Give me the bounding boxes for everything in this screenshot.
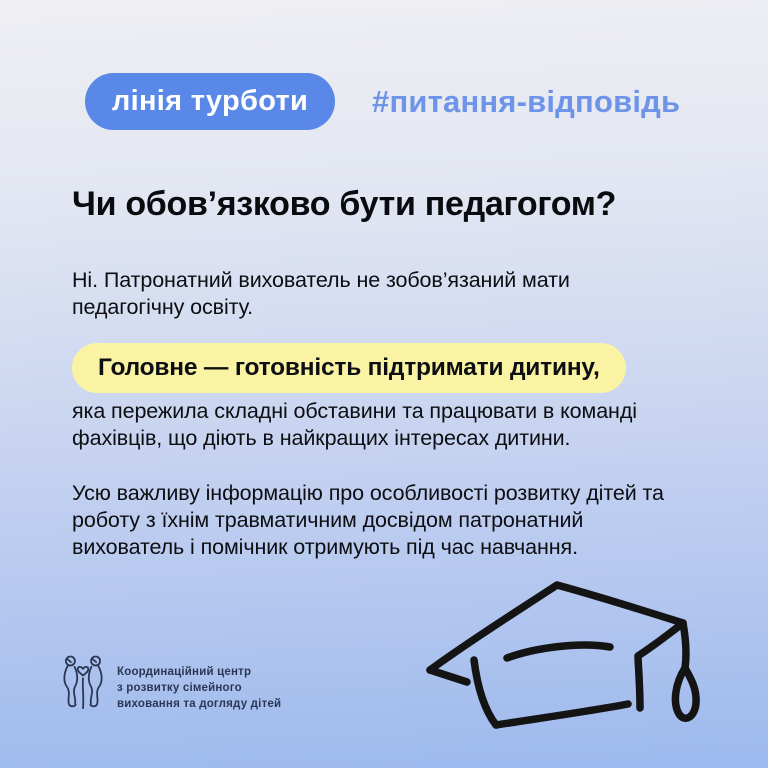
care-line-badge-label: лінія турботи: [111, 85, 309, 117]
org-logo: [62, 654, 281, 712]
hashtag-label: #питання-відповідь: [372, 84, 681, 119]
intro-paragraph: Ні. Патронатний вихователь не зобов’язаний мати педагогічну освіту.: [72, 268, 570, 319]
page-title: Чи обов’язково бути педагогом?: [72, 185, 617, 223]
detail-paragraph: яка пережила складні обставини та працювати в команді фахівців, що діють в найкращих інтересах дитини.: [72, 399, 637, 450]
two-figures-heart-icon: [62, 654, 104, 710]
care-line-badge: [85, 73, 335, 130]
org-logo-text-line: з розвитку сімейного: [117, 682, 242, 694]
training-paragraph: Усю важливу інформацію про особливості розвитку дітей та роботу з їхнім травматичним досвідом патронатний вихователь і помічник отримують під час навчання.: [72, 481, 664, 559]
highlight-pill: [72, 343, 626, 393]
org-logo-text: [117, 654, 281, 712]
org-logo-text-line: виховання та догляду дітей: [117, 698, 282, 710]
org-logo-text-line: Координаційний центр: [117, 666, 252, 678]
highlight-text: Головне — готовність підтримати дитину,: [98, 354, 600, 381]
graduation-cap-icon: [423, 578, 703, 738]
